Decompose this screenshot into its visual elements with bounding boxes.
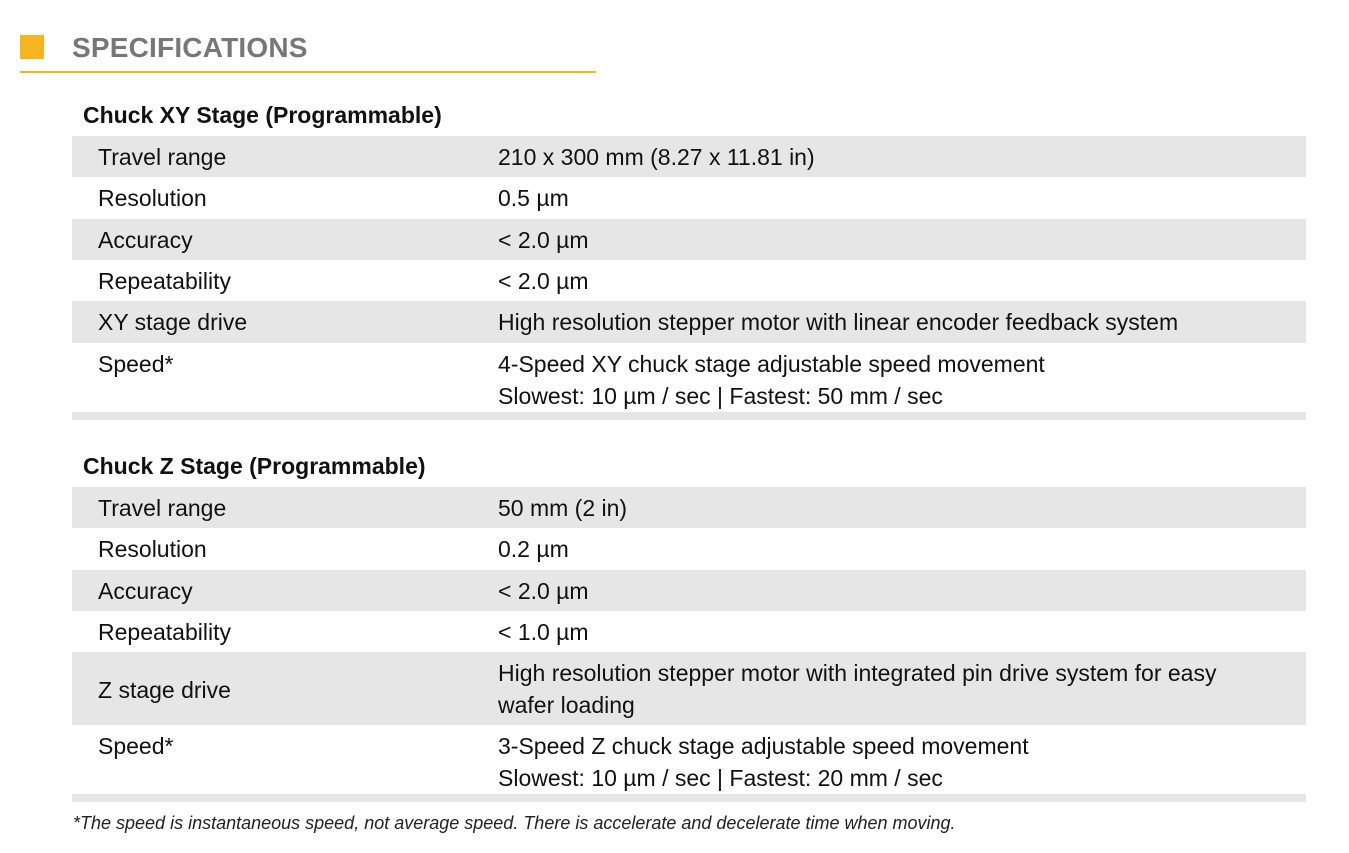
spec-value: < 2.0 µm bbox=[498, 578, 589, 604]
table-row bbox=[72, 487, 1306, 528]
table-row bbox=[72, 301, 1306, 343]
spec-value: High resolution stepper motor with linear encoder feedback system bbox=[498, 309, 1179, 335]
spec-label: Resolution bbox=[98, 185, 207, 211]
spec-label: Speed* bbox=[98, 733, 174, 759]
table-row bbox=[72, 652, 1306, 725]
spec-label: Resolution bbox=[98, 536, 207, 562]
spec-value: 0.2 µm bbox=[498, 536, 569, 562]
table-row bbox=[72, 570, 1306, 611]
page-title: SPECIFICATIONS bbox=[72, 32, 308, 63]
spec-label: Speed* bbox=[98, 351, 174, 377]
table-row bbox=[72, 528, 1306, 570]
spec-value: < 2.0 µm bbox=[498, 268, 589, 294]
spec-label: Repeatability bbox=[98, 268, 231, 294]
table-row bbox=[72, 260, 1306, 301]
spec-label: XY stage drive bbox=[98, 309, 248, 335]
table-bottom-rule bbox=[72, 794, 1306, 802]
spec-value: < 2.0 µm bbox=[498, 227, 589, 253]
table-row bbox=[72, 136, 1306, 177]
spec-label: Accuracy bbox=[98, 227, 193, 253]
xy-stage-section bbox=[72, 100, 1306, 422]
spec-value: 50 mm (2 in) bbox=[498, 495, 628, 521]
spec-value: 4-Speed XY chuck stage adjustable speed movement Slowest: 10 µm / sec | Fastest: 50 mm / sec bbox=[498, 351, 1045, 409]
spec-label: Travel range bbox=[98, 144, 227, 170]
z-stage-section bbox=[72, 451, 1306, 803]
spec-label: Z stage drive bbox=[98, 677, 231, 703]
header-accent-square bbox=[20, 35, 44, 59]
table-row bbox=[72, 219, 1306, 260]
table-row bbox=[72, 611, 1306, 652]
table-row bbox=[72, 725, 1306, 794]
specifications-header bbox=[20, 30, 596, 74]
spec-label: Repeatability bbox=[98, 619, 231, 645]
spec-value: < 1.0 µm bbox=[498, 619, 589, 645]
xy-stage-title: Chuck XY Stage (Programmable) bbox=[83, 102, 442, 128]
spec-label: Accuracy bbox=[98, 578, 193, 604]
spec-value: 210 x 300 mm (8.27 x 11.81 in) bbox=[498, 144, 815, 170]
z-stage-title: Chuck Z Stage (Programmable) bbox=[83, 453, 426, 479]
spec-value: 3-Speed Z chuck stage adjustable speed movement Slowest: 10 µm / sec | Fastest: 20 mm / sec bbox=[498, 733, 1029, 791]
spec-value: 0.5 µm bbox=[498, 185, 569, 211]
footnote: *The speed is instantaneous speed, not average speed. There is accelerate and decelerate time when moving. bbox=[73, 813, 956, 833]
spec-label: Travel range bbox=[98, 495, 227, 521]
table-row bbox=[72, 177, 1306, 219]
header-underline bbox=[20, 71, 596, 73]
table-bottom-rule bbox=[72, 412, 1306, 420]
spec-value: High resolution stepper motor with integrated pin drive system for easy wafer loading bbox=[498, 660, 1217, 718]
table-row bbox=[72, 343, 1306, 412]
